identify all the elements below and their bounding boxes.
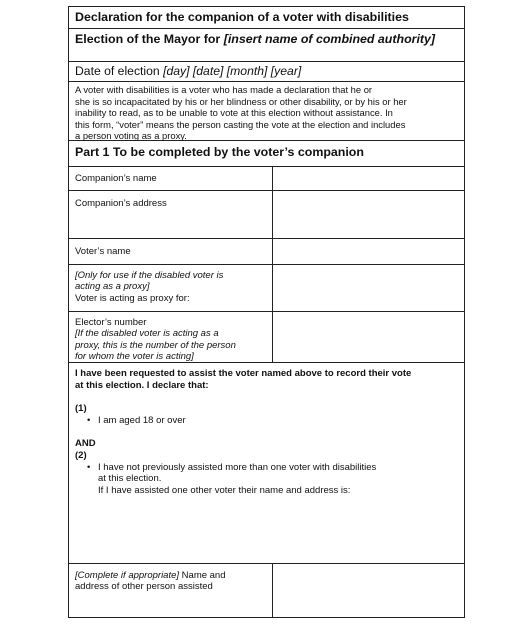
companion-address-row — [69, 191, 464, 239]
date-placeholder: [day] [date] [month] [year] — [163, 64, 302, 78]
declaration-intro: at this election. I declare that: — [75, 379, 209, 391]
elector-number-row — [69, 312, 464, 363]
companion-name-label: Companion’s name — [69, 167, 273, 190]
proxy-note: acting as a proxy] — [75, 281, 150, 293]
companion-address-label: Companion’s address — [69, 191, 273, 238]
declaration-number-1: (1) — [75, 403, 87, 415]
proxy-label: Voter is acting as proxy for: — [75, 292, 190, 304]
election-placeholder: [insert name of combined authority] — [223, 32, 436, 46]
declaration-item-age: • I am aged 18 or over — [75, 415, 458, 427]
companion-name-field[interactable] — [273, 167, 464, 190]
elector-label-cell — [69, 312, 273, 362]
elector-note: for whom the voter is acting] — [75, 351, 194, 363]
other-person-note: [Complete if appropriate] — [75, 570, 180, 581]
form-title — [69, 7, 464, 29]
definition-line: this form, “voter” means the person casting the vote at the election and includes — [75, 118, 406, 130]
elector-note: [If the disabled voter is acting as a — [75, 328, 219, 340]
proxy-field[interactable] — [273, 265, 464, 311]
other-person-label-cell — [69, 564, 273, 617]
other-person-label-text: Name and — [179, 570, 226, 581]
declaration-intro: I have been requested to assist the voter named above to record their vote — [75, 368, 412, 379]
election-prefix: Election of the Mayor for — [75, 32, 224, 46]
election-heading — [69, 29, 464, 62]
proxy-row — [69, 265, 464, 312]
declaration-item-line: at this election. — [98, 473, 162, 485]
other-person-label — [75, 570, 266, 581]
declaration-number-2: (2) — [75, 449, 87, 461]
part1-heading-text: Part 1 To be completed by the voter’s companion — [75, 145, 364, 159]
definition-line: A voter with disabilities is a voter who has made a declaration that he or — [75, 84, 373, 95]
voter-name-row — [69, 239, 464, 265]
companion-name-row — [69, 167, 464, 191]
voter-name-field[interactable] — [273, 239, 464, 264]
elector-note: proxy, this is the number of the person — [75, 339, 236, 351]
companion-declaration — [69, 363, 464, 564]
other-person-label-line: address of other person assisted — [75, 581, 213, 593]
voter-definition — [69, 82, 464, 141]
voter-name-label: Voter’s name — [69, 239, 273, 264]
declaration-item-assisted — [75, 462, 458, 497]
proxy-note: [Only for use if the disabled voter is — [75, 270, 224, 281]
declaration-and: AND — [75, 438, 96, 450]
declaration-item-line: • I have not previously assisted more than one voter with disabilities — [98, 461, 377, 473]
companion-address-field[interactable] — [273, 191, 464, 238]
election-date — [69, 62, 464, 82]
proxy-label-cell — [69, 265, 273, 311]
definition-line: she is so incapacitated by his or her blindness or other disability, or by his or her — [75, 95, 407, 107]
declaration-item-line: If I have assisted one other voter their name and address is: — [98, 484, 351, 496]
declaration-list-2 — [75, 462, 458, 497]
definition-line: a person voting as a proxy. — [75, 130, 187, 142]
elector-number-field[interactable] — [273, 312, 464, 362]
other-person-field[interactable] — [273, 564, 464, 617]
other-person-row — [69, 564, 464, 617]
elector-number-label: Elector’s number — [75, 317, 147, 328]
declaration-list-1 — [75, 415, 458, 427]
date-prefix: Date of election — [75, 64, 164, 78]
part1-heading — [69, 141, 464, 167]
form-title-text: Declaration for the companion of a voter with disabilities — [75, 10, 409, 24]
definition-line: inability to read, as to be unable to vote at this election without assistance. In — [75, 107, 393, 119]
declaration-form — [68, 6, 465, 618]
